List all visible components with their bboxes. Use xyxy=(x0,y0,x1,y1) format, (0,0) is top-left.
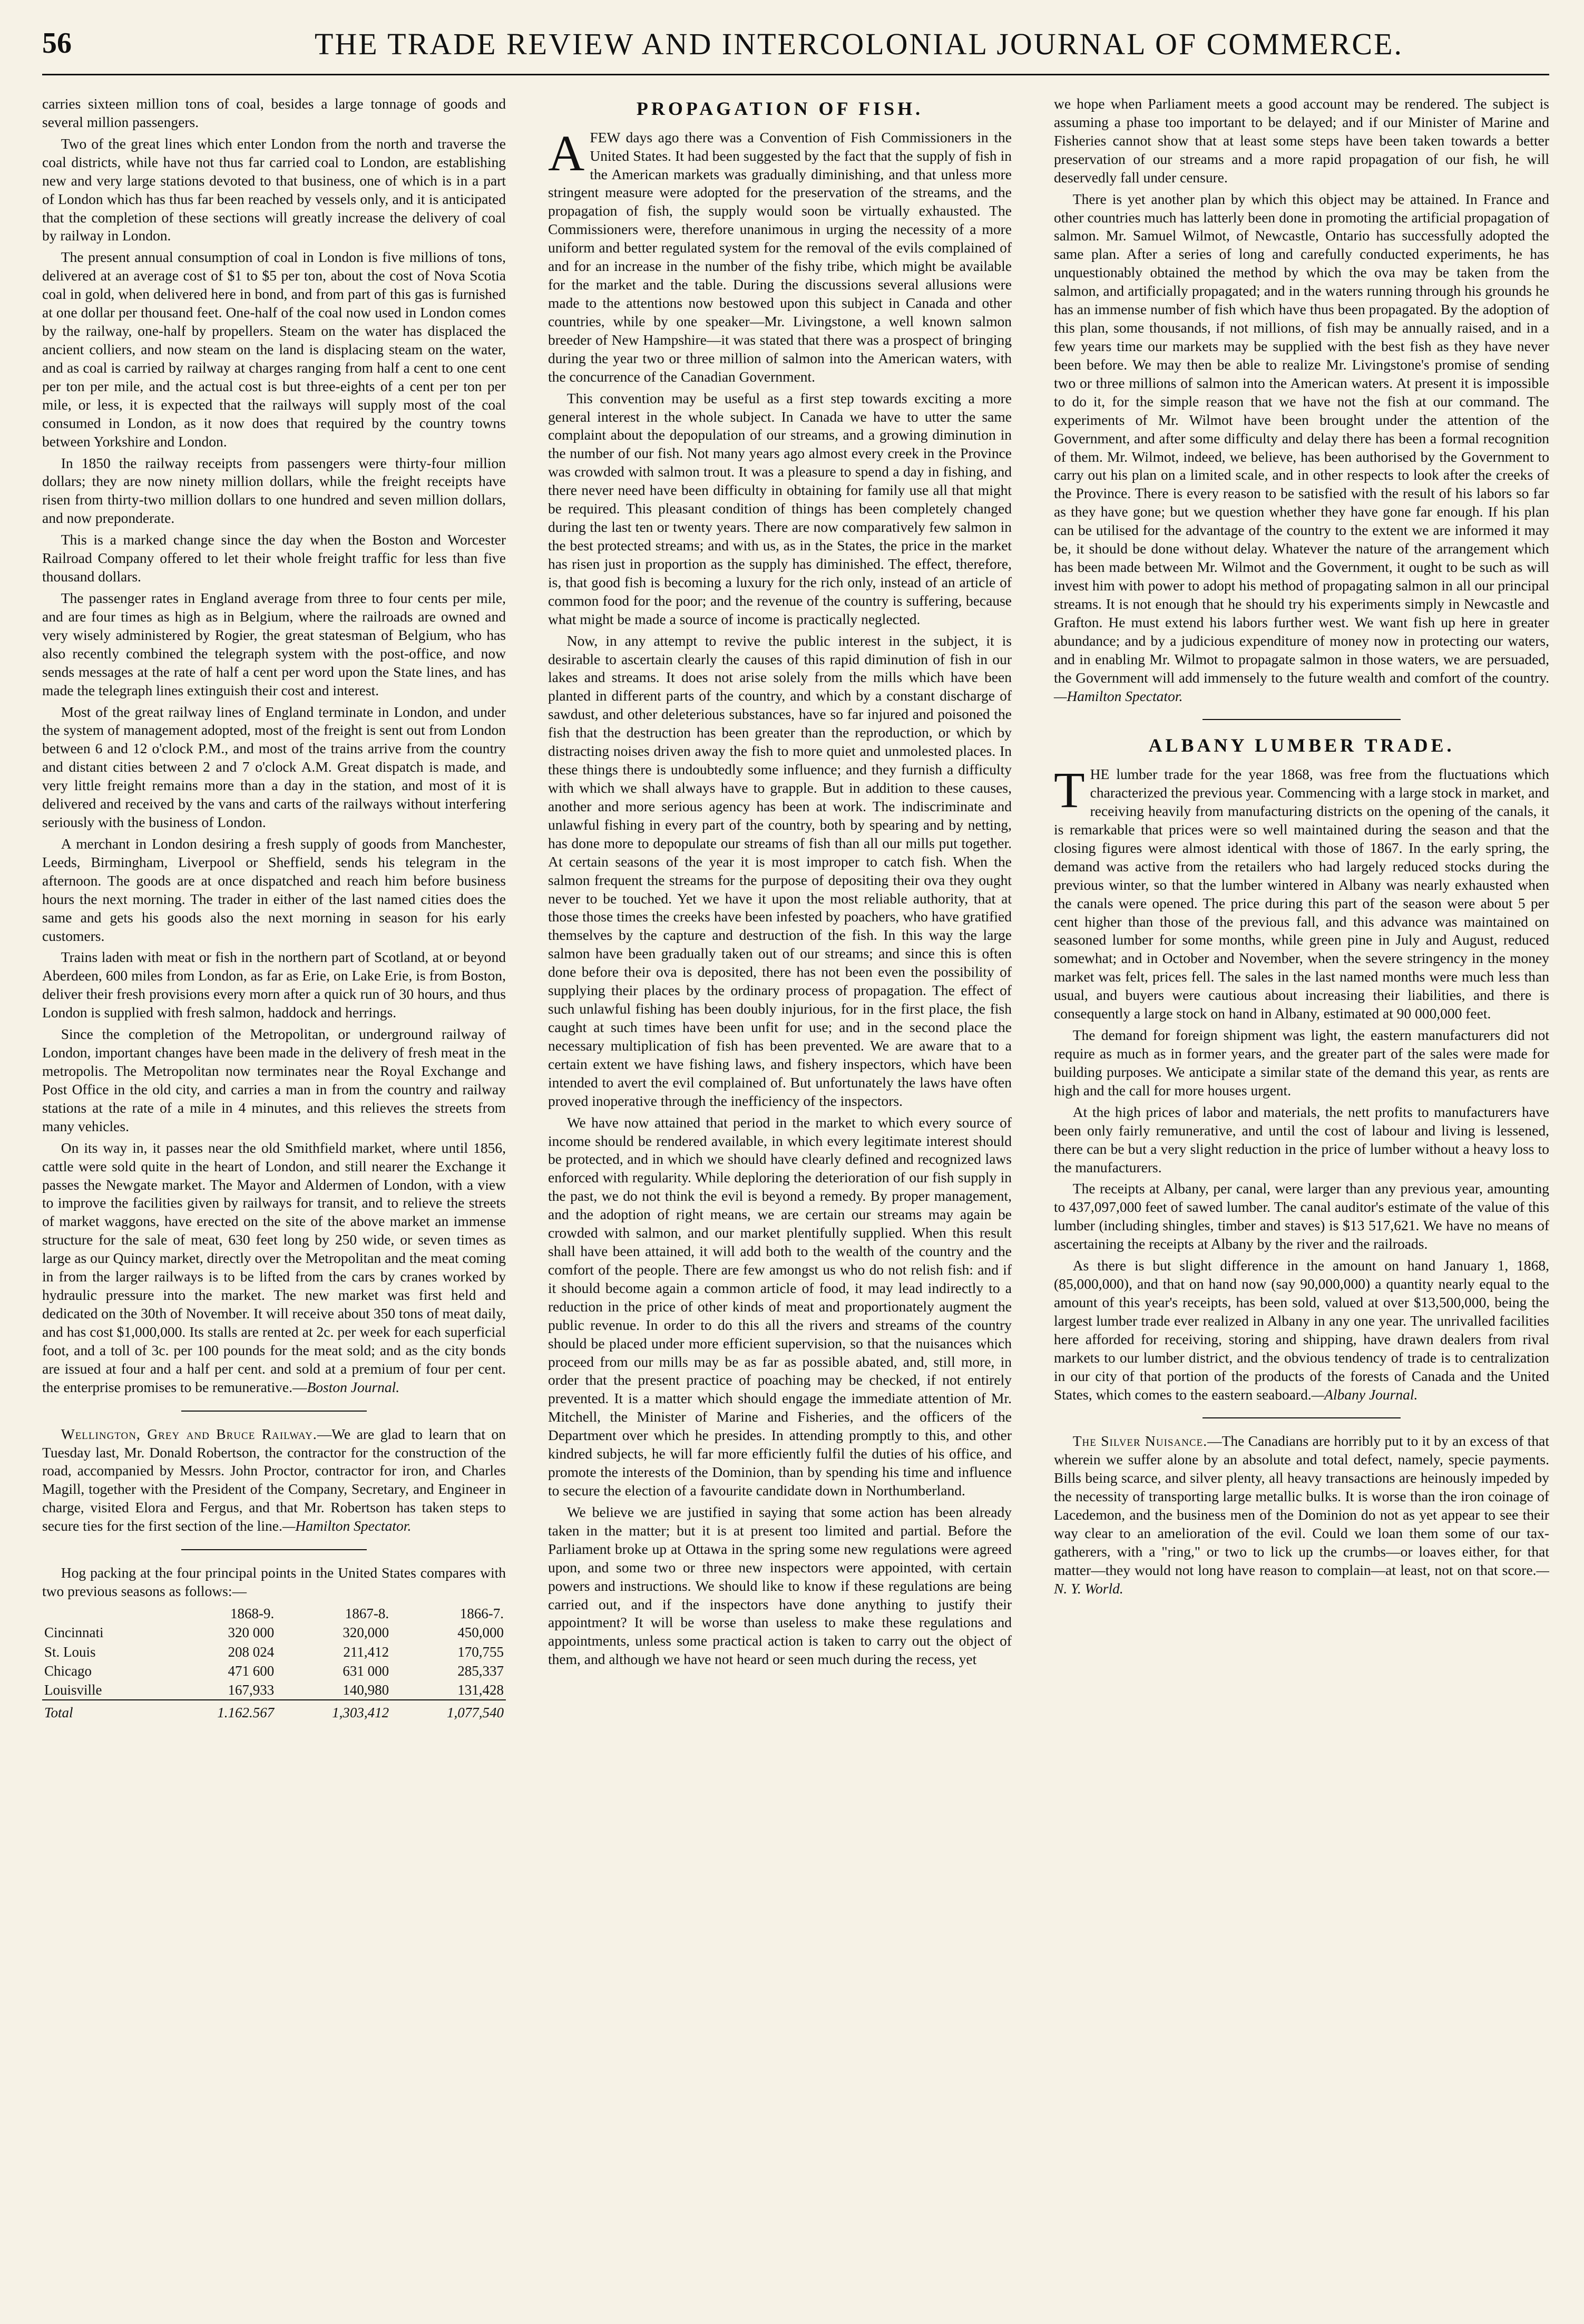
source-credit: —Albany Journal. xyxy=(1311,1386,1418,1403)
hog-packing-table xyxy=(42,1604,506,1723)
column-header: 1868-9. xyxy=(230,1605,275,1621)
article-title: Wellington, Grey and Bruce Railway. xyxy=(61,1425,317,1442)
journal-title: THE TRADE REVIEW AND INTERCOLONIAL JOURNAL OF COMMERCE. xyxy=(314,27,1404,61)
column-header: 1866-7. xyxy=(459,1605,504,1621)
paragraph-text: There is yet another plan by which this object may be attained. In France and other countries much has latterly been done in promoting the artificial propagation of salmon. Mr. Samuel Wilmot, of Newcastle, Ontario has successfully adopted the same plan. After a series of long and carefully conducted experiments, he has unquestionably obtained the method by which the ova may be taken from the salmon, and artificially propagated; and in the waters running through his grounds he has an immense number of fish which have thus been propagated. By the adoption of this plan, some thousands, if not millions, of fish may be annually raised, and in a few years time our markets may be supplied with the best fish as they have never been before. We may then be able to realize Mr. Livingstone's promise of sending two or three millions of salmon into the American waters. At present it is impossible to do it, for the simple reason that we have not the fish at our command. The experiments of Mr. Wilmot have been brought under the attention of the Government, and after some difficulty and delay there has been a formal recognition of them. Mr. Wilmot, indeed, we believe, has been authorised by the Government to carry out his plan on a limited scale, and in other respects to look after the creeks of the Province. There is every reason to be satisfied with the result of his labors so far as they have gone; but we question whether they have gone far enough. If his plan can be utilised for the advantage of the country to the extent we are informed it may be, it should be done without delay. Whatever the nature of the arrangement which has been made between Mr. Wilmot and the Government, it ought to be such as will invest him with power to adopt his method of propagating salmon in all our principal streams. It is not enough that he should try his experiments simply in Newcastle and Grafton. He must extend his labors further west. We want fish up here in greater abundance; and by a judicious expenditure of money now in protecting our waters, and in enabling Mr. Wilmot to propagate salmon in those waters, we are persuaded, the Government will add immensely to the future wealth and comfort of the country. xyxy=(1054,190,1549,686)
table-cell: 131,428 xyxy=(457,1682,504,1698)
paragraph-text: HE lumber trade for the year 1868, was free from the fluctuations which characterized the previous year. Commencing with a large stock in market, and receiving heavily from manufacturing districts on the opening of the canals, it is remarkable that prices were so well maintained during the season and that the closing figures were almost identical with those of 1867. In the early spring, the demand was active from the retailers who had largely reduced stocks during the previous winter, so that the lumber wintered in Albany was nearly exhausted when the canals were opened. The price during this part of the season were about 5 per cent higher than those of the previous fall, and this advance was maintained on seasoned lumber for some months, while green pine in July and August, reduced somewhat; and in October and November, when the severe stringency in the money market was felt, prices fell. The sales in the last named months were much less than usual, and buyers were cautious about increasing their liabilities, and there is consequently a large stock on hand in Albany, estimated at 90 000,000 feet. xyxy=(1054,766,1549,1022)
table-row xyxy=(42,1680,506,1700)
paragraph: At the high prices of labor and materials, the nett profits to manufacturers have been only fairly remunerative, and until the cost of labour and living is lessened, there can be but a very slight reduction in the price of lumber without a heavy loss to the manufacturers. xyxy=(1054,1103,1549,1175)
paragraph xyxy=(1054,1257,1549,1404)
column-header: 1867-8. xyxy=(345,1605,389,1621)
paragraph: Trains laden with meat or fish in the northern part of Scotland, at or beyond Aberdeen, 600 miles from London, as far as Erie, on Lake Erie, is from Boston, deliver their fresh provisions every morn after a quick run of 30 hours, and thus London is supplied with fresh salmon, haddock and herrings. xyxy=(42,949,506,1021)
page-number: 56 xyxy=(42,27,72,60)
paragraph-text: As there is but slight difference in the amount on hand January 1, 1868, (85,000,000), and that on hand now (say 90,000,000) a quantity nearly equal to the amount of this year's receipts, has been sold, valued at over $13,500,000, being the largest lumber trade ever realized in Albany in any one year. The unrivalled facilities here afforded for receiving, storing and shipping, have drawn dealers from rival markets to our lumber district, and the obvious tendency of trade is to centralization in our city of that portion of the products of the forests of Canada and the United States, which comes to the eastern seaboard. xyxy=(1054,1257,1549,1403)
article-divider xyxy=(181,1411,367,1412)
table-cell: 471 600 xyxy=(228,1662,275,1679)
table-cell: 211,412 xyxy=(343,1644,389,1660)
article-title: PROPAGATION OF FISH. xyxy=(636,98,924,119)
row-label: Cincinnati xyxy=(44,1625,104,1641)
silver-nuisance-article xyxy=(1054,1432,1549,1598)
source-credit: Boston Journal. xyxy=(307,1378,400,1395)
paragraph: A merchant in London desiring a fresh supply of goods from Manchester, Leeds, Birmingham, Liverpool or Sheffield, sends his telegram in the afternoon. The goods are at once dispatched and reach him before business hours the next morning. The trader in either of the last named cities does the same and gets his goods also the next morning in season for his early customers. xyxy=(42,835,506,944)
column-2 xyxy=(548,95,1012,2261)
table-cell: 450,000 xyxy=(457,1625,504,1641)
row-label: Total xyxy=(42,1700,161,1722)
paragraph: Now, in any attempt to revive the public interest in the subject, it is desirable to ascertain clearly the causes of this rapid diminution of fish in our lakes and streams. It does not arise solely from the mills which have been planted in different parts of the country, and which by a constant discharge of sawdust, and other deleterious substances, have so far injured and poisoned the fish that the destruction has been greater than the reproduction, or which by distracting noises driven away the fish to more quiet and unmolested places. In these things there is undoubtedly some influence; and they furnish a difficulty with which we shall always have to grapple. But in addition to these causes, another and more serious agency has been at work. The indiscriminate and unlawful fishing in every part of the country, both by spearing and by netting, has done more to depopulate our streams of fish than all our mills put together. At certain seasons of the year it is most improper to catch fish. When the salmon frequent the streams for the purpose of depositing their ova they ought never to be touched. Yet we have it upon the most reliable authority, that at those those times the creeks have been infested by poachers, who have gratified themselves by the capture and destruction of the fish. In this way the large salmon have been gradually taken out of our streams; and since this is often done before their ova is deposited, there has not been even the possibility of supplying their places by the ordinary process of propagation. The effect of such unlawful fishing has been doubly injurious, for in the first place, the fish caught at such times have been unfit for use; and in the second place the necessary multiplication of fish has been prevented. We are aware that to a certain extent we have fishing laws, and fishery inspectors, which have been intended to avert the evil complained of. But unfortunately the laws have often proved inoperative through the inefficiency of the inspectors. xyxy=(548,632,1012,1109)
paragraph: We believe we are justified in saying that some action has been already taken in the matter; but it is at present too limited and partial. Before the Parliament broke up at Ottawa in the spring some new regulations were agreed upon, and some two or three new inspectors were appointed, with certain powers and instructions. We should like to know if these regulations are being carried out, and if the inspectors have done anything to justify their appointment? It will be worse than useless to make these regulations and appointments, unless some practical action is taken to carry out the object of them, and although we have not heard or seen much during the recess, yet xyxy=(548,1503,1012,1668)
table-cell: 320 000 xyxy=(228,1625,275,1641)
lead-paragraph xyxy=(548,124,1012,386)
table-cell: 170,755 xyxy=(457,1644,504,1660)
article-divider xyxy=(1202,719,1401,720)
lead-paragraph xyxy=(1054,762,1549,1023)
table-row xyxy=(42,1642,506,1661)
table-cell: 140,980 xyxy=(343,1682,389,1698)
table-row xyxy=(42,1661,506,1680)
table-cell: 1,303,412 xyxy=(276,1700,391,1722)
header-rule xyxy=(42,74,1549,75)
paragraph: We have now attained that period in the market to which every source of income should be rendered available, in which every legitimate interest should be protected, and in which we should have clearly defined and recognized laws enforced with regularity. While deploring the deterioration of our fish supply in the past, we do not think the evil is beyond a remedy. By proper management, and the adoption of right means, we are certain our streams may again be crowded with salmon, and our market plentifully supplied. When this result shall have been attained, it will add both to the wealth of the country and the comfort of the people. There are few amongst us who do not relish fish: and if it should become again a common article of food, it may lead indirectly to a reduction in the price of other kinds of meat and proportionately augment the public revenue. In order to do this all the rivers and streams of the country should be placed under more efficient supervision, so that the nuisances which proceed from our mills may be as far as possible abated, and, still more, in order that the present practice of poaching may be checked, if not entirely prevented. It is a matter which should engage the immediate attention of Mr. Mitchell, the Minister of Marine and Fisheries, and the officers of the Department over which he presides. In attending promptly to this, and other kindred subjects, he will far more efficiently fulfil the duties of his office, and promote the interests of the Dominion, than by spending his time and influence to secure the election of a favourite candidate down in Northumberland. xyxy=(548,1114,1012,1499)
paragraph xyxy=(1054,190,1549,706)
article-text: —We are glad to learn that on Tuesday last, Mr. Donald Robertson, the contractor for the construction of the road, accompanied by Messrs. John Proctor, contractor for iron, and Charles Magill, together with the President of the Company, Secretary, and Engineer in charge, visited Elora and Fergus, and that Mr. Robertson has taken steps to secure ties for the first section of the line. xyxy=(42,1425,506,1534)
table-cell: 1,077,540 xyxy=(391,1700,506,1722)
table-cell: 285,337 xyxy=(457,1662,504,1679)
row-label: Chicago xyxy=(44,1662,92,1679)
table-cell: 208 024 xyxy=(228,1644,275,1660)
paragraph-text: FEW days ago there was a Convention of Fish Commissioners in the United States. It had been suggested by the fact that the supply of fish in the American markets was gradually diminishing, and that unless more stringent measure were adopted for the preservation of the streams, and the propagation of fish, the supply would soon be virtually exhausted. The Commissioners were, therefore unanimous in urging the necessity of a more uniform and better regulated system for the removal of the evils complained of and for an increase in the number of the fishy tribe, which might be available for the market and the table. During the discussions several allusions were made to the attentions now bestowed upon this subject in Canada and other countries, while by one speaker—Mr. Livingstone, a well known salmon breeder of New Hampshire—it was stated that there was a prospect of bringing during the year two or three million of salmon into the American waters, with the concurrence of the Canadian Government. xyxy=(548,129,1012,385)
paragraph: The passenger rates in England average from three to four cents per mile, and are four times as high as in Belgium, where the railroads are owned and very wisely administered by Rogier, the great statesman of Belgium, who has also recently combined the telegraph system with the post-office, and now sends messages at the rate of half a cent per word upon the State lines, and has made the telegraph lines extinguish their cost and interest. xyxy=(42,589,506,698)
paragraph: we hope when Parliament meets a good account may be rendered. The subject is assuming a phase too important to be delayed; and if our Minister of Marine and Fisheries cannot show that at least some steps have been taken towards a better preservation of our streams and a more rapid propagation of our fish, he will deservedly fall under censure. xyxy=(1054,95,1549,186)
article-text: —The Canadians are horribly put to it by an excess of that wherein we suffer alone by an absolute and total defect, namely, specie payments. Bills being scarce, and silver plenty, all heavy transactions are heinously impeded by the necessity of transporting large metallic bulks. It is worse than the iron coinage of Lacedemon, and the business men of the Dominion do not as yet appear to see their way clear to an amelioration of the evil. Could we loan them some of our tax-gatherers, with a "ring," or two to lick up the crumbs—or loaves either, for that matter—they would not long have reason to complain—at least, not on that score. xyxy=(1054,1433,1549,1578)
table-cell: 320,000 xyxy=(343,1625,389,1641)
paragraph: Most of the great railway lines of England terminate in London, and under the system of management adopted, most of the freight is sent out from London between 6 and 12 o'clock P.M., and most of the trains arrive from the country and distant cities between 2 and 7 o'clock A.M. Great dispatch is made, and very little freight remains more than a day in the station, and most of it is delivered and received by the vans and carts of the railways without interfering seriously with the business of London. xyxy=(42,703,506,831)
article-divider xyxy=(181,1549,367,1550)
paragraph: Since the completion of the Metropolitan, or underground railway of London, important changes have been made in the delivery of fresh meat in the metropolis. The Metropolitan now terminates near the Royal Exchange and Post Office in the old city, and carries a man in from the country and railway stations at the rate of a mile in 4 minutes, and this relieves the streets from many vehicles. xyxy=(42,1026,506,1134)
paragraph-text: On its way in, it passes near the old Smithfield market, where until 1856, cattle were sold quite in the heart of London, and still nearer the Exchange it passes the Newgate market. The Mayor and Aldermen of London, with a view to improve the facilities given by railways for transit, and to relieve the streets of market waggons, have erected on the site of the above market an immense structure for the sale of meat, 630 feet long by 250 wide, or seven times as large as our Quincy market, directly over the Metropolitan and the meat coming in from the larger railways is to be lifted from the cars by cranes worked by hydraulic pressure into the market. The new market was first held and dedicated on the 30th of November. It will receive about 350 tons of meat daily, and has cost $1,000,000. Its stalls are rented at 2c. per week for each superficial foot, and a toll of 3c. per 100 pounds for the meat sold; and as the city bonds are issued at four and a half per cent. and sold at a premium of four per cent. the enterprise promises to be remunerative. xyxy=(42,1139,506,1395)
drop-cap: A xyxy=(548,124,585,181)
row-label: St. Louis xyxy=(44,1644,96,1660)
paragraph: The receipts at Albany, per canal, were larger than any previous year, amounting to 437,097,000 feet of sawed lumber. The canal auditor's estimate of the value of this lumber (including shingles, timber and staves) is $13 517,621. We have no means of ascertaining the receipts at Albany by the river and the railroads. xyxy=(1054,1180,1549,1252)
article-title: The Silver Nuisance. xyxy=(1072,1433,1208,1450)
table-header-row xyxy=(42,1604,506,1623)
wellington-article xyxy=(42,1425,506,1536)
hog-packing-intro: Hog packing at the four principal points in the United States compares with two previous seasons as follows:— xyxy=(42,1564,506,1600)
column-1 xyxy=(42,95,506,2261)
drop-cap: T xyxy=(1054,762,1085,819)
source-credit: —Hamilton Spectator. xyxy=(282,1518,412,1534)
article-divider xyxy=(1202,1417,1401,1418)
paragraph: This convention may be useful as a first step towards exciting a more general interest in the whole subject. In Canada we have to utter the same complaint about the depopulation of our streams, and a growing diminution in the number of our fish. Not many years ago almost every creek in the Province was crowded with salmon trout. It was a pleasure to spend a day in fishing, and there never need have been difficulty in obtaining for family use all that might be required. This pleasant condition of things has been completely changed during the last ten or twenty years. There are now comparatively few salmon in the best protected streams; and with us, as in the States, the price in the market has risen just in proportion as the supply has diminished. The effect, therefore, is, that good fish is becoming a luxury for the rich only, instead of an article of common food for the poor; and the revenue of the country is suffering, because what might be made a source of income is practically neglected. xyxy=(548,390,1012,627)
column-3 xyxy=(1054,95,1549,2261)
source-credit: —Hamilton Spectator. xyxy=(1054,687,1183,704)
paragraph: On its way in, it passes near the old Smithfield market, where until 1856, cattle were sold quite in the heart of London, and still nearer the Exchange it passes the Newgate market. The Mayor and Aldermen of London, with a view to improve the facilities given by railways for transit, and to relieve the streets of market waggons, have erected on the site of the above market an immense structure for the sale of meat, 630 feet long by 250 wide, or seven times as large as our Quincy market, directly over the Metropolitan and the meat coming in from the larger railways is to be lifted from the cars by cranes worked by hydraulic pressure into the market. The new market was first held and dedicated on the 30th of November. It will receive about 350 tons of meat daily, and has cost $1,000,000. Its stalls are rented at 2c. per week for each superficial foot, and a toll of 3c. per 100 pounds for the meat sold; and as the city bonds are issued at four and a half per cent. and sold at a premium of four per cent. the enterprise promises to be remunerative.—Boston Journal. xyxy=(42,1139,506,1395)
paragraph: The demand for foreign shipment was light, the eastern manufacturers did not require as much as in former years, and the greater part of the sales were made for building purposes. We anticipate a similar state of the demand this year, as rents are high and the call for more houses urgent. xyxy=(1054,1027,1549,1098)
table-cell: 1.162.567 xyxy=(161,1700,276,1722)
paragraph: This is a marked change since the day when the Boston and Worcester Railroad Company offered to let their whole freight traffic for less than five thousand dollars. xyxy=(42,531,506,585)
source-credit: —N. Y. World. xyxy=(1054,1561,1549,1597)
table-cell: 167,933 xyxy=(228,1682,275,1698)
paragraph: In 1850 the railway receipts from passengers were thirty-four million dollars; they are now ninety million dollars, while the freight receipts have risen from thirty-two million dollars to one hundred and seven million dollars, and now preponderate. xyxy=(42,454,506,527)
paragraph: The present annual consumption of coal in London is five millions of tons, delivered at an average cost of $1 to $5 per ton, about the cost of Nova Scotia coal in gold, when delivered here in bond, and from part of this gas is furnished at one dollar per thousand feet. One-half of the coal now used in London comes by the railway, one-half by propellers. Steam on the water has displaced the ancient colliers, and now steam on the land is displacing steam on the water, and as coal is carried by railway at charges ranging from half a cent to one cent per ton per mile, and the actual cost is but three-eights of a cent per ton per mile, or less, it is expected that the railways will supply most of the coal consumed in London, as it now does that required by the country towns between Yorkshire and London. xyxy=(42,249,506,450)
table-row xyxy=(42,1623,506,1642)
article-title: ALBANY LUMBER TRADE. xyxy=(1148,735,1455,756)
table-total-row xyxy=(42,1700,506,1722)
row-label: Louisville xyxy=(44,1682,102,1698)
paragraph: Two of the great lines which enter London from the north and traverse the coal districts, while have not thus far carried coal to London, are establishing new and very large stations devoted to that business, one of which is in a part of London which has thus far been reached by vessels only, and it is anticipated that the completion of these sections will greatly increase the delivery of coal by railway in London. xyxy=(42,135,506,244)
table-cell: 631 000 xyxy=(343,1662,389,1679)
page-header xyxy=(42,21,1549,74)
paragraph: carries sixteen million tons of coal, besides a large tonnage of goods and several million passengers. xyxy=(42,95,506,130)
